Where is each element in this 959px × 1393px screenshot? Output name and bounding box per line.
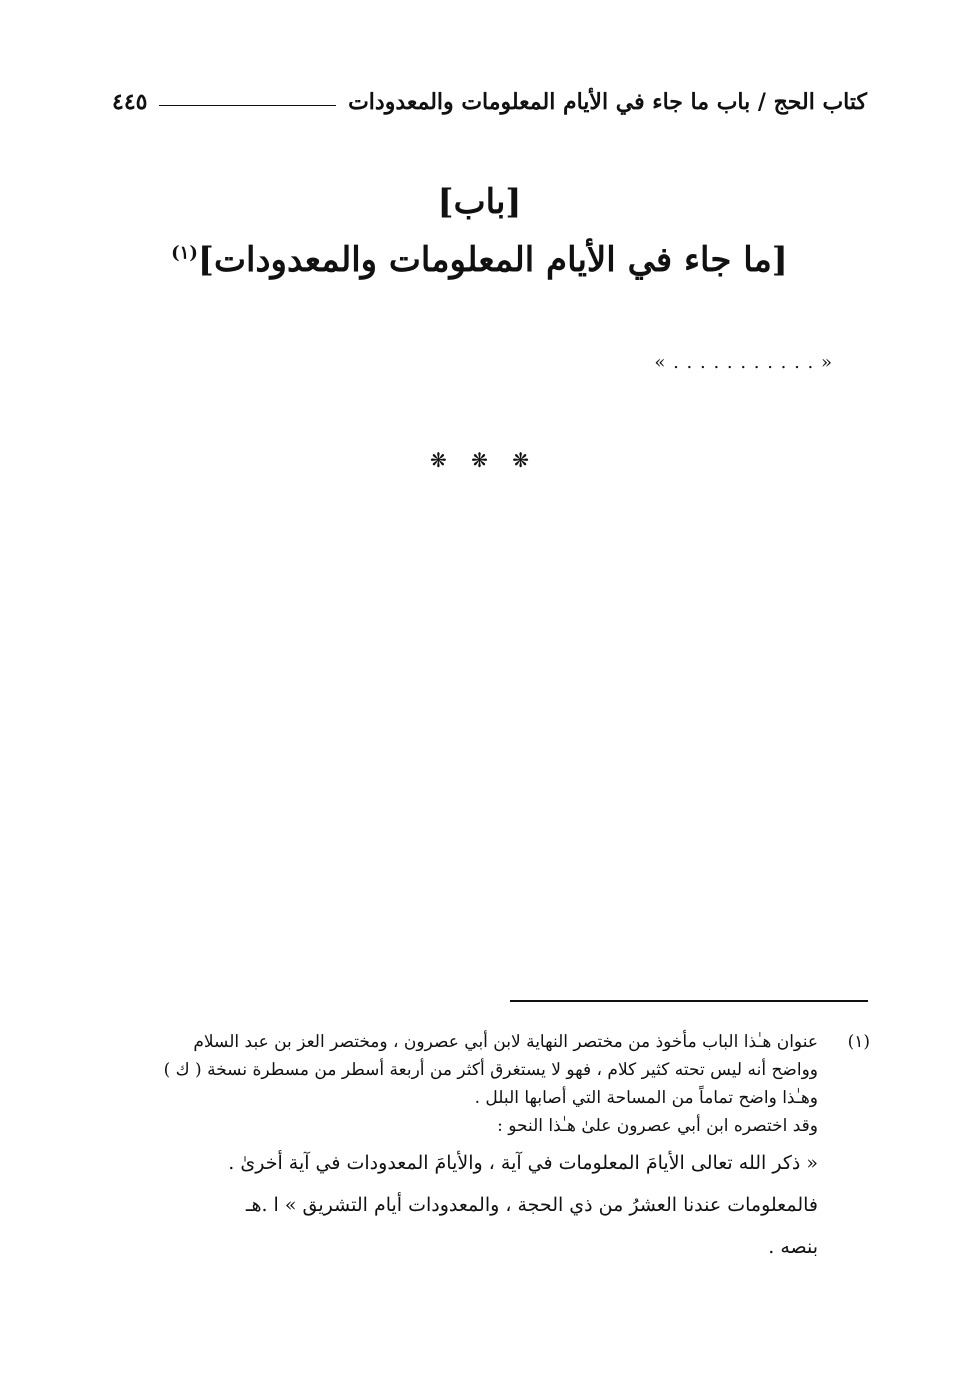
- running-title: كتاب الحج / باب ما جاء في الأيام المعلومات والمعدودات: [348, 89, 867, 115]
- footnote-rule: [510, 1000, 868, 1002]
- chapter-title: [ما جاء في الأيام المعلومات والمعدودات]: [197, 240, 788, 280]
- footnote-line: وواضح أنه ليس تحته كثير كلام ، فهو لا يستغرق أكثر من أربعة أسطر من مسطرة نسخة ( ك ): [163, 1060, 818, 1080]
- quote-line: فالمعلومات عندنا العشرُ من ذي الحجة ، والمعدودات أيام التشريق » ا .هـ: [245, 1194, 818, 1216]
- footnote: [90, 1028, 870, 1268]
- section-separator: ❋ ❋ ❋: [430, 448, 529, 472]
- chapter-title-block: [0, 240, 959, 280]
- quote-line: « ذكر الله تعالى الأيامَ المعلومات في آية ، والأيامَ المعدودات في آية أخرىٰ .: [228, 1152, 818, 1174]
- footnote-marker: (١): [171, 242, 198, 264]
- footnote-line: وهـٰذا واضح تماماً من المساحة التي أصابها البلل .: [474, 1088, 818, 1108]
- page-number: ٤٤٥: [112, 89, 148, 115]
- footnote-intro: وقد اختصره ابن أبي عصرون علىٰ هـٰذا النحو :: [497, 1116, 818, 1136]
- footnote-number: (١): [847, 1032, 870, 1052]
- running-header: [112, 84, 867, 120]
- footnote-line: عنوان هـٰذا الباب مأخوذ من مختصر النهاية لابن أبي عصرون ، ومختصر العز بن عبد السلام: [193, 1032, 818, 1052]
- footnote-quote: [90, 1142, 818, 1268]
- header-rule: [159, 105, 336, 106]
- footnote-body: [90, 1028, 818, 1268]
- lacuna-ellipsis: « . . . . . . . . . . . »: [654, 352, 833, 373]
- quote-line: بنصه .: [768, 1236, 818, 1258]
- chapter-label: [باب]: [437, 182, 522, 222]
